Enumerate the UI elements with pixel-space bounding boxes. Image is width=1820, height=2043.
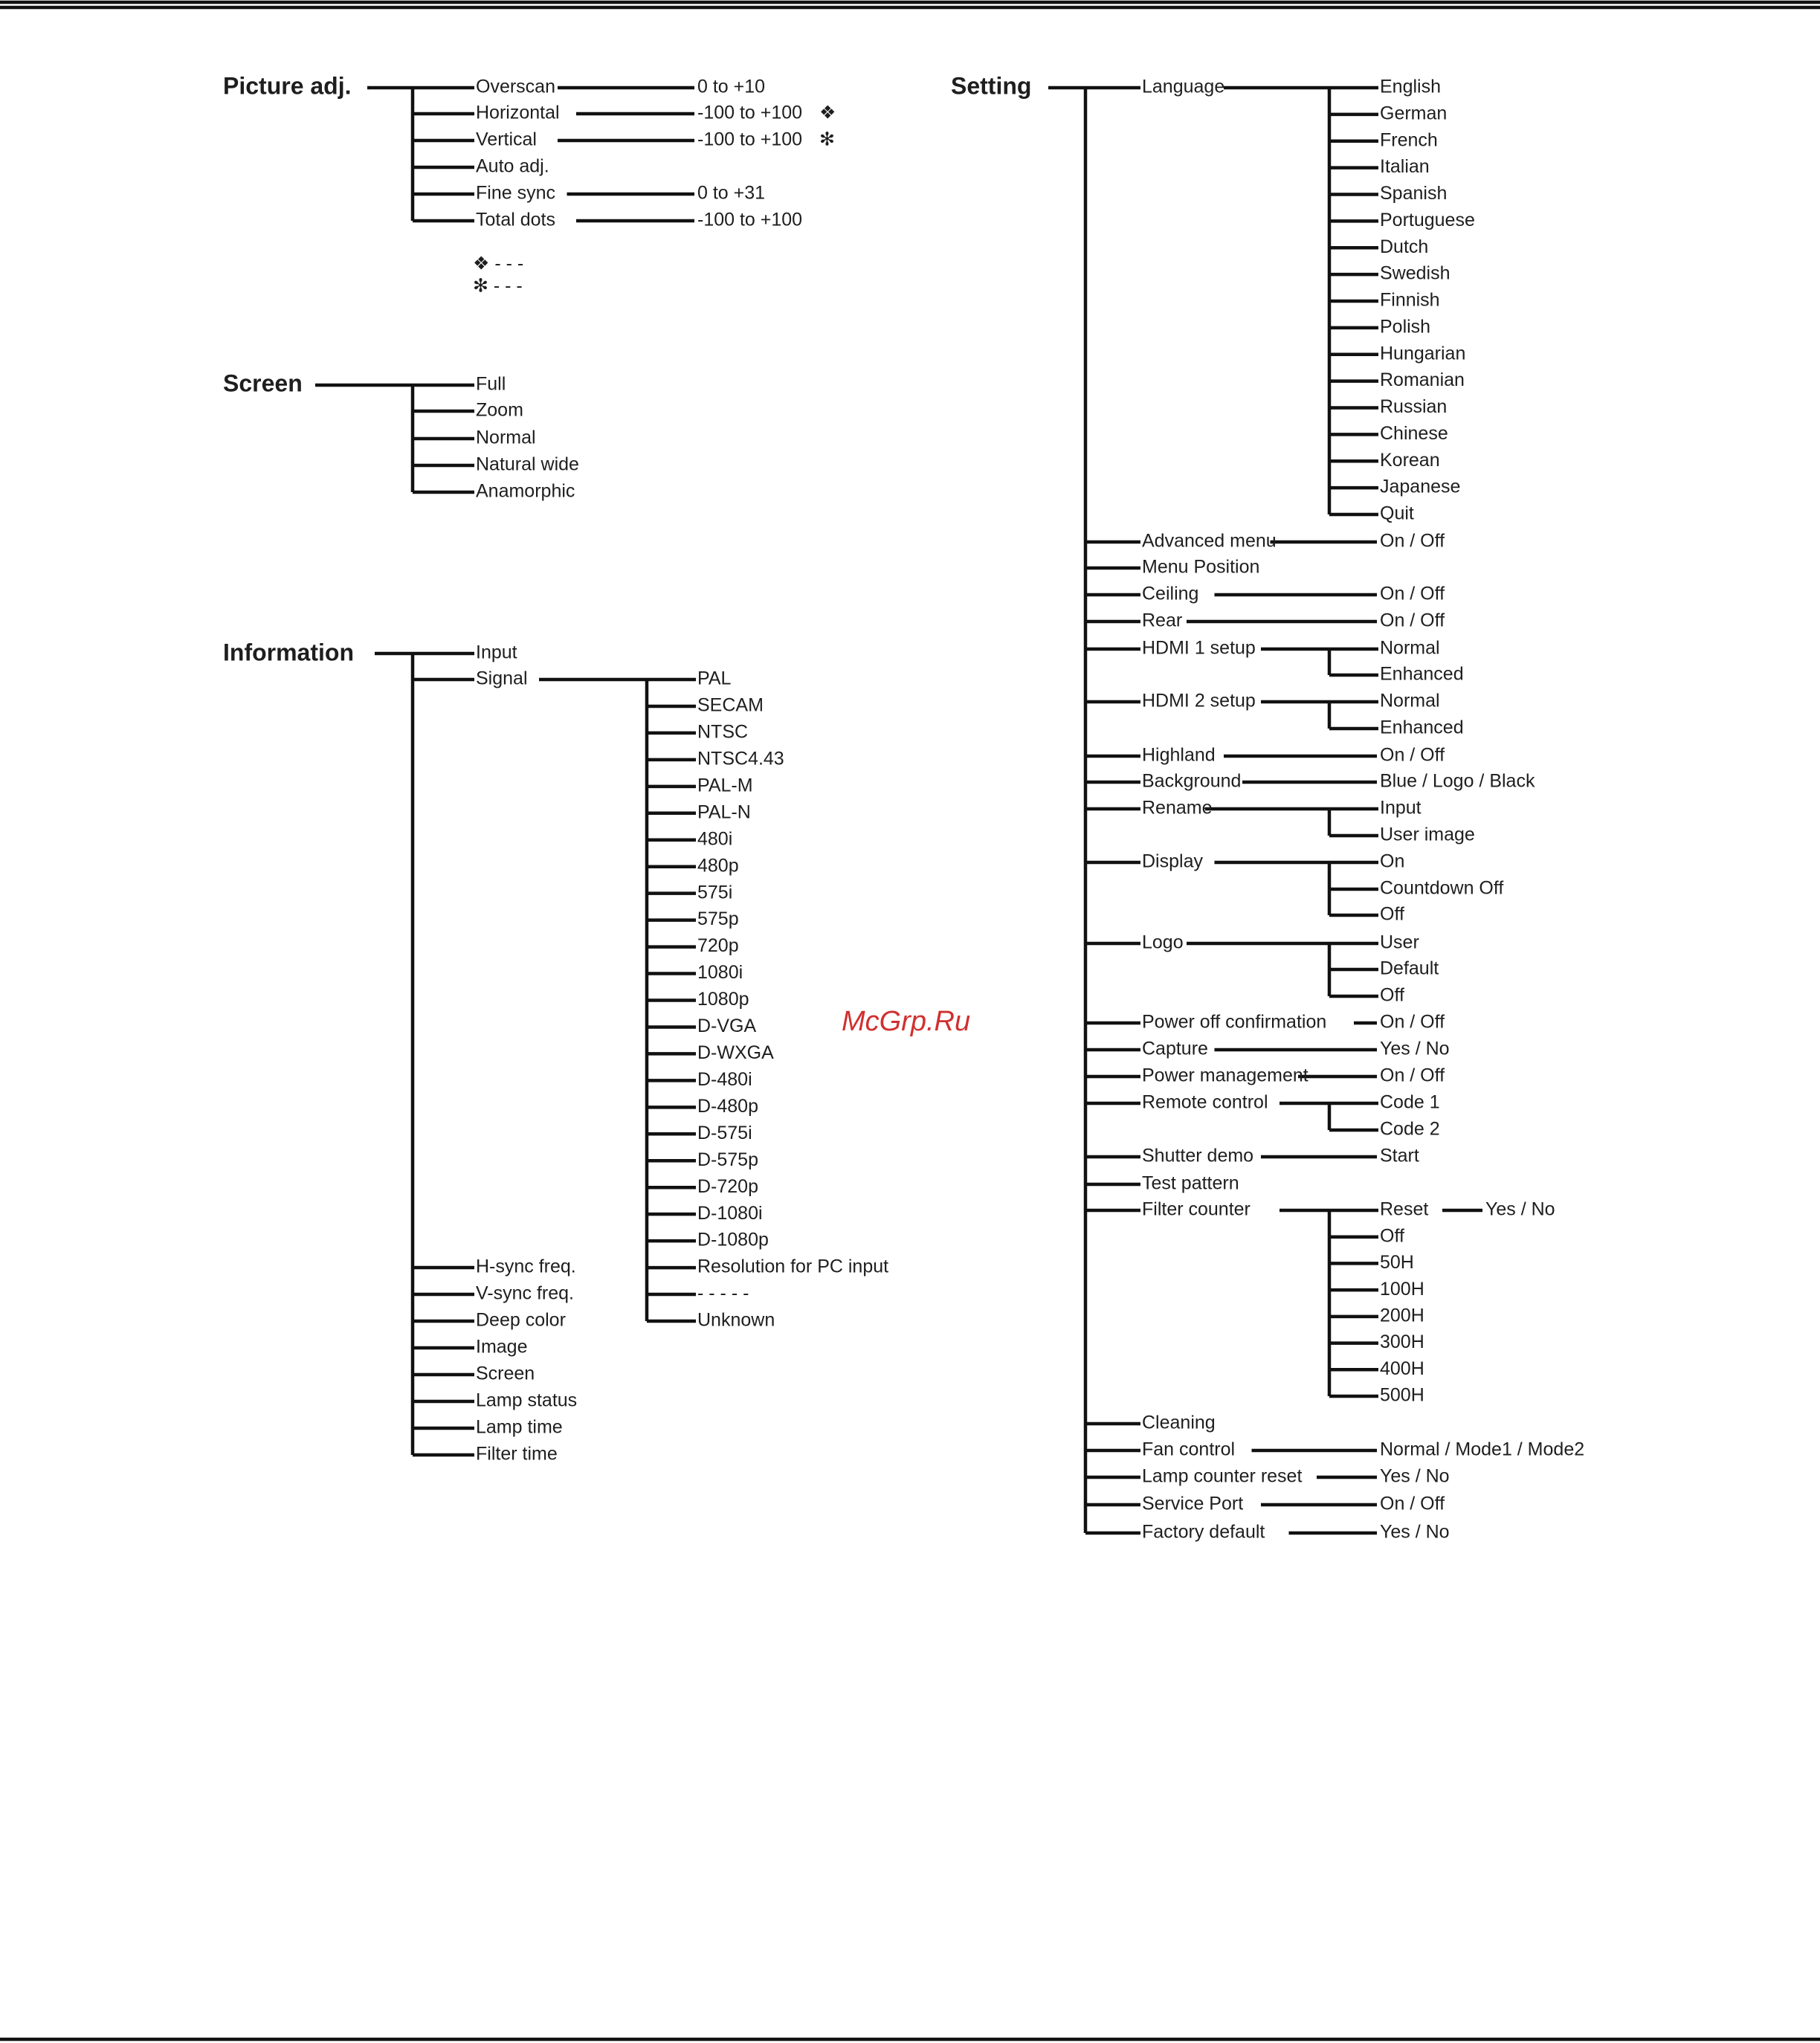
picture-value-total-dots: -100 to +100: [697, 209, 803, 230]
picture-item-horizontal: Horizontal: [476, 102, 560, 123]
diamond-mark-icon: ❖: [819, 102, 836, 123]
signal-d-1080p: D-1080p: [697, 1229, 769, 1250]
setting-item-highland: Highland: [1142, 744, 1216, 766]
option-display-off: Off: [1380, 903, 1404, 925]
option-background: Blue / Logo / Black: [1380, 770, 1535, 792]
setting-item-rename: Rename: [1142, 797, 1213, 819]
signal-secam: SECAM: [697, 694, 764, 716]
option-reset-confirm: Yes / No: [1485, 1198, 1555, 1220]
signal-pal-m: PAL-M: [697, 775, 753, 796]
signal-d-480p: D-480p: [697, 1095, 758, 1117]
signal-item: - - - - -: [697, 1282, 749, 1304]
option-power-off-confirmation: On / Off: [1380, 1011, 1445, 1033]
information-item-signal: Signal: [476, 668, 528, 689]
setting-item-menu-position: Menu Position: [1142, 556, 1260, 578]
setting-item-filter-counter: Filter counter: [1142, 1198, 1251, 1220]
signal-pal-n: PAL-N: [697, 801, 751, 823]
screen-item-natural-wide: Natural wide: [476, 454, 579, 475]
picture-adj-title: Picture adj.: [223, 72, 352, 100]
setting-title: Setting: [951, 72, 1032, 100]
setting-item-rear: Rear: [1142, 610, 1183, 631]
picture-value-vertical: -100 to +100: [697, 129, 803, 150]
information-item-lamp-status: Lamp status: [476, 1390, 578, 1411]
picture-item-fine-sync: Fine sync: [476, 182, 555, 204]
option-hdmi-2-setup-normal: Normal: [1380, 690, 1440, 711]
picture-legend-diamond: ❖ - - -: [473, 253, 524, 274]
option-highland: On / Off: [1380, 744, 1445, 766]
language-finnish: Finnish: [1380, 289, 1440, 311]
signal-d-480i: D-480i: [697, 1068, 752, 1090]
setting-item-advanced-menu: Advanced menu: [1142, 530, 1277, 552]
setting-item-lamp-counter-reset: Lamp counter reset: [1142, 1465, 1303, 1487]
setting-item-test-pattern: Test pattern: [1142, 1172, 1239, 1194]
setting-item-power-off-confirmation: Power off confirmation: [1142, 1011, 1327, 1033]
information-title: Information: [223, 639, 354, 666]
option-rename-user-image: User image: [1380, 824, 1475, 845]
signal-d-1080i: D-1080i: [697, 1202, 763, 1224]
screen-item-normal: Normal: [476, 427, 536, 448]
option-service-port: On / Off: [1380, 1493, 1445, 1514]
asterisk-mark-icon: ✻: [819, 129, 835, 150]
option-filter-counter-100h: 100H: [1380, 1278, 1424, 1300]
screen-item-full: Full: [476, 373, 506, 395]
picture-item-vertical: Vertical: [476, 129, 537, 150]
screen-title: Screen: [223, 369, 303, 397]
option-filter-counter-400h: 400H: [1380, 1358, 1424, 1379]
signal-ntsc: NTSC: [697, 721, 749, 743]
language-romanian: Romanian: [1380, 369, 1465, 391]
option-hdmi-1-setup-normal: Normal: [1380, 637, 1440, 659]
signal-575p: 575p: [697, 908, 739, 930]
option-filter-counter-300h: 300H: [1380, 1332, 1424, 1353]
setting-item-service-port: Service Port: [1142, 1493, 1244, 1514]
option-capture: Yes / No: [1380, 1038, 1450, 1059]
language-quit: Quit: [1380, 503, 1414, 524]
setting-item-logo: Logo: [1142, 932, 1184, 953]
signal-575i: 575i: [697, 882, 733, 903]
picture-legend-asterisk: ✻ - - -: [473, 275, 523, 297]
signal-480p: 480p: [697, 855, 739, 877]
language-spanish: Spanish: [1380, 183, 1448, 204]
signal-ntsc4-43: NTSC4.43: [697, 748, 784, 769]
language-hungarian: Hungarian: [1380, 343, 1466, 364]
option-ceiling: On / Off: [1380, 583, 1445, 604]
option-display-on: On: [1380, 851, 1405, 872]
language-german: German: [1380, 103, 1448, 124]
signal-resolution-for-pc-input: Resolution for PC input: [697, 1256, 889, 1277]
setting-item-capture: Capture: [1142, 1038, 1208, 1059]
information-item-input: Input: [476, 642, 517, 663]
screen-item-zoom: Zoom: [476, 399, 523, 421]
setting-item-background: Background: [1142, 770, 1242, 792]
signal-d-wxga: D-WXGA: [697, 1042, 774, 1064]
signal-d-vga: D-VGA: [697, 1016, 757, 1037]
signal-d-720p: D-720p: [697, 1175, 758, 1197]
language-russian: Russian: [1380, 396, 1448, 418]
information-item-filter-time: Filter time: [476, 1443, 558, 1465]
option-hdmi-1-setup-enhanced: Enhanced: [1380, 663, 1464, 685]
picture-value-fine-sync: 0 to +31: [697, 182, 766, 204]
option-rear: On / Off: [1380, 610, 1445, 631]
option-fan-control: Normal / Mode1 / Mode2: [1380, 1439, 1585, 1460]
information-item-deep-color: Deep color: [476, 1309, 566, 1331]
option-remote-control-code-1: Code 1: [1380, 1091, 1440, 1113]
option-advanced-menu: On / Off: [1380, 530, 1445, 552]
language-swedish: Swedish: [1380, 262, 1450, 284]
watermark-text: McGrp.Ru: [842, 1006, 971, 1038]
language-dutch: Dutch: [1380, 236, 1429, 257]
option-display-countdown-off: Countdown Off: [1380, 877, 1504, 899]
option-logo-default: Default: [1380, 958, 1439, 979]
information-item-lamp-time: Lamp time: [476, 1416, 563, 1438]
signal-pal: PAL: [697, 668, 732, 689]
signal-1080i: 1080i: [697, 962, 743, 984]
option-factory-default: Yes / No: [1380, 1521, 1450, 1543]
language-french: French: [1380, 129, 1438, 151]
option-logo-off: Off: [1380, 984, 1404, 1006]
language-english: English: [1380, 76, 1441, 97]
setting-item-language: Language: [1142, 76, 1225, 97]
signal-unknown: Unknown: [697, 1309, 775, 1331]
setting-item-hdmi-1-setup: HDMI 1 setup: [1142, 637, 1256, 659]
picture-item-total-dots: Total dots: [476, 209, 556, 230]
option-power-management: On / Off: [1380, 1065, 1445, 1086]
setting-item-remote-control: Remote control: [1142, 1091, 1268, 1113]
option-lamp-counter-reset: Yes / No: [1380, 1465, 1450, 1487]
option-filter-counter-off: Off: [1380, 1225, 1404, 1247]
information-item-h-sync-freq: H-sync freq.: [476, 1256, 576, 1277]
picture-item-auto-adj: Auto adj.: [476, 155, 549, 177]
information-item-screen: Screen: [476, 1363, 535, 1384]
screen-item-anamorphic: Anamorphic: [476, 480, 575, 502]
picture-item-overscan: Overscan: [476, 76, 555, 97]
signal-720p: 720p: [697, 935, 739, 957]
signal-1080p: 1080p: [697, 989, 749, 1010]
information-item-v-sync-freq: V-sync freq.: [476, 1282, 574, 1304]
language-italian: Italian: [1380, 156, 1430, 178]
information-item-image: Image: [476, 1336, 528, 1358]
option-hdmi-2-setup-enhanced: Enhanced: [1380, 717, 1464, 738]
setting-item-power-management: Power management: [1142, 1065, 1308, 1086]
setting-item-display: Display: [1142, 851, 1203, 872]
picture-value-horizontal: -100 to +100: [697, 102, 803, 123]
option-filter-counter-200h: 200H: [1380, 1305, 1424, 1326]
option-remote-control-code-2: Code 2: [1380, 1118, 1440, 1140]
setting-item-fan-control: Fan control: [1142, 1439, 1236, 1460]
option-rename-input: Input: [1380, 797, 1422, 819]
setting-item-cleaning: Cleaning: [1142, 1412, 1216, 1433]
language-japanese: Japanese: [1380, 476, 1461, 497]
signal-d-575p: D-575p: [697, 1149, 758, 1170]
option-shutter-demo: Start: [1380, 1145, 1419, 1166]
option-filter-counter-50h: 50H: [1380, 1252, 1414, 1274]
language-polish: Polish: [1380, 316, 1431, 338]
picture-value-overscan: 0 to +10: [697, 76, 766, 97]
option-filter-counter-500h: 500H: [1380, 1384, 1424, 1406]
option-logo-user: User: [1380, 932, 1419, 953]
signal-d-575i: D-575i: [697, 1122, 752, 1143]
language-portuguese: Portuguese: [1380, 209, 1475, 230]
setting-item-shutter-demo: Shutter demo: [1142, 1145, 1254, 1166]
setting-item-ceiling: Ceiling: [1142, 583, 1199, 604]
setting-item-factory-default: Factory default: [1142, 1521, 1265, 1543]
language-korean: Korean: [1380, 449, 1440, 471]
signal-480i: 480i: [697, 828, 733, 850]
setting-item-hdmi-2-setup: HDMI 2 setup: [1142, 690, 1256, 711]
language-chinese: Chinese: [1380, 422, 1448, 444]
option-filter-counter-reset: Reset: [1380, 1198, 1429, 1220]
